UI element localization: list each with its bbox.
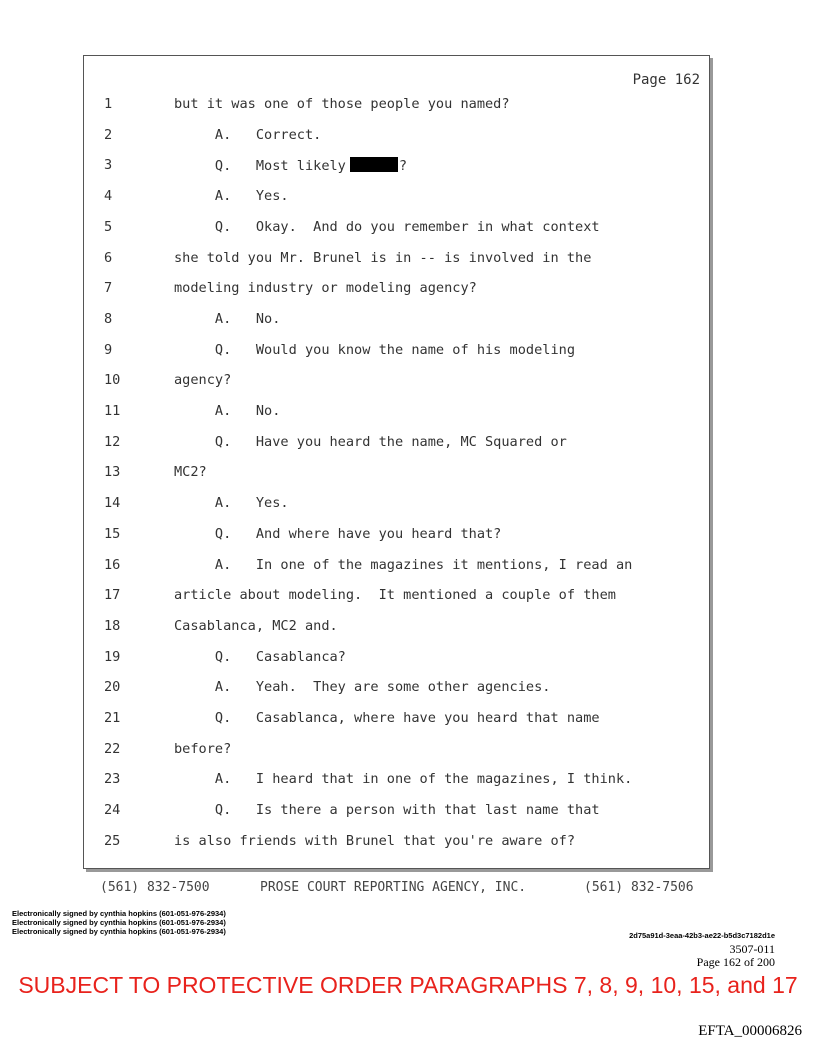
line-text: Q. Have you heard the name, MC Squared or bbox=[174, 433, 567, 450]
transcript-line bbox=[84, 250, 704, 270]
line-text: is also friends with Brunel that you're aware of? bbox=[174, 832, 576, 849]
transcript-line bbox=[84, 188, 704, 208]
line-text-before-redaction: Q. Most likely bbox=[174, 158, 346, 175]
line-number: 21 bbox=[104, 710, 121, 726]
signature-line-3: Electronically signed by cynthia hopkins (601-051-976-2934) bbox=[12, 927, 226, 936]
line-text-after-redaction: ? bbox=[398, 158, 408, 175]
transcript-line bbox=[84, 403, 704, 423]
line-text: A. No. bbox=[174, 310, 281, 327]
line-text: Casablanca, MC2 and. bbox=[174, 617, 338, 634]
transcript-line bbox=[84, 741, 704, 761]
line-number: 16 bbox=[104, 556, 121, 573]
line-text: modeling industry or modeling agency? bbox=[174, 280, 477, 297]
page-of: Page 162 of 200 bbox=[696, 955, 775, 969]
transcript-line bbox=[84, 526, 704, 546]
signature-line-1: Electronically signed by cynthia hopkins (601-051-976-2934) bbox=[12, 909, 226, 918]
line-text: A. Yes. bbox=[174, 188, 289, 205]
line-number: 24 bbox=[104, 802, 121, 819]
line-number: 25 bbox=[104, 832, 121, 849]
protective-order-notice: SUBJECT TO PROTECTIVE ORDER PARAGRAPHS 7, 8, 9, 10, 15, and 17 bbox=[18, 972, 798, 998]
transcript-page bbox=[83, 55, 710, 869]
transcript-line bbox=[84, 495, 704, 515]
signature-line-2: Electronically signed by cynthia hopkins (601-051-976-2934) bbox=[12, 918, 226, 927]
footer-phone-left: (561) 832-7500 bbox=[100, 880, 210, 895]
line-text: A. Yes. bbox=[174, 495, 289, 512]
transcript-line bbox=[84, 771, 704, 791]
transcript-line bbox=[84, 587, 704, 607]
line-number: 12 bbox=[104, 433, 121, 450]
line-number: 17 bbox=[104, 587, 121, 604]
transcript-line bbox=[84, 127, 704, 147]
line-number: 2 bbox=[104, 126, 113, 143]
transcript-line bbox=[84, 833, 704, 853]
line-number: 8 bbox=[104, 310, 113, 327]
line-number: 22 bbox=[104, 740, 121, 757]
line-number: 15 bbox=[104, 525, 121, 542]
line-text: Q. Casablanca? bbox=[174, 648, 346, 665]
line-text: Q. Is there a person with that last name that bbox=[174, 802, 600, 819]
line-text: A. Yeah. They are some other agencies. bbox=[174, 679, 551, 696]
line-number: 9 bbox=[104, 341, 113, 358]
transcript-line bbox=[84, 802, 704, 822]
transcript-line bbox=[84, 464, 704, 484]
line-text: A. No. bbox=[174, 403, 281, 419]
line-text: agency? bbox=[174, 372, 232, 389]
transcript-line bbox=[84, 557, 704, 577]
line-number: 13 bbox=[104, 464, 121, 481]
line-number: 7 bbox=[104, 280, 113, 297]
transcript-line bbox=[84, 311, 704, 331]
line-text: MC2? bbox=[174, 464, 207, 481]
transcript-line bbox=[84, 219, 704, 239]
line-number: 18 bbox=[104, 617, 121, 634]
line-number: 19 bbox=[104, 648, 121, 665]
transcript-line bbox=[84, 372, 704, 392]
line-text: article about modeling. It mentioned a couple of them bbox=[174, 587, 616, 604]
line-number: 3 bbox=[104, 157, 113, 174]
line-number: 4 bbox=[104, 188, 113, 205]
line-text: she told you Mr. Brunel is in -- is involved in the bbox=[174, 249, 592, 266]
line-number: 11 bbox=[104, 403, 121, 419]
line-text: but it was one of those people you named? bbox=[174, 96, 510, 112]
line-number: 14 bbox=[104, 495, 121, 512]
transcript-line bbox=[84, 649, 704, 669]
line-number: 1 bbox=[104, 96, 113, 112]
line-number: 6 bbox=[104, 249, 113, 266]
transcript-line bbox=[84, 710, 704, 730]
redaction-box bbox=[350, 157, 398, 172]
transcript-line bbox=[84, 96, 704, 116]
doc-id: 3507-011 bbox=[729, 942, 775, 956]
line-text: before? bbox=[174, 740, 232, 757]
transcript-line bbox=[84, 618, 704, 638]
page-label: Page 162 bbox=[632, 72, 700, 88]
line-text: A. In one of the magazines it mentions, I read an bbox=[174, 556, 633, 573]
line-number: 5 bbox=[104, 218, 113, 235]
line-number: 20 bbox=[104, 679, 121, 696]
transcript-line bbox=[84, 434, 704, 454]
line-text: Q. And where have you heard that? bbox=[174, 525, 502, 542]
transcript-line bbox=[84, 157, 704, 177]
document-hash: 2d75a91d-3eaa-42b3-ae22-b5d3c7182d1e bbox=[629, 931, 775, 940]
line-text: A. Correct. bbox=[174, 126, 322, 143]
footer-phone-right: (561) 832-7506 bbox=[584, 880, 694, 895]
line-text bbox=[174, 157, 407, 174]
footer-agency: PROSE COURT REPORTING AGENCY, INC. bbox=[260, 880, 527, 895]
bates-number: EFTA_00006826 bbox=[698, 1023, 802, 1039]
transcript-line bbox=[84, 679, 704, 699]
transcript-line bbox=[84, 280, 704, 300]
line-text: Q. Casablanca, where have you heard that name bbox=[174, 710, 600, 726]
line-text: A. I heard that in one of the magazines, I think. bbox=[174, 771, 633, 788]
line-number: 10 bbox=[104, 372, 121, 389]
line-number: 23 bbox=[104, 771, 121, 788]
transcript-line bbox=[84, 342, 704, 362]
line-text: Q. Okay. And do you remember in what context bbox=[174, 218, 600, 235]
line-text: Q. Would you know the name of his modeling bbox=[174, 341, 576, 358]
